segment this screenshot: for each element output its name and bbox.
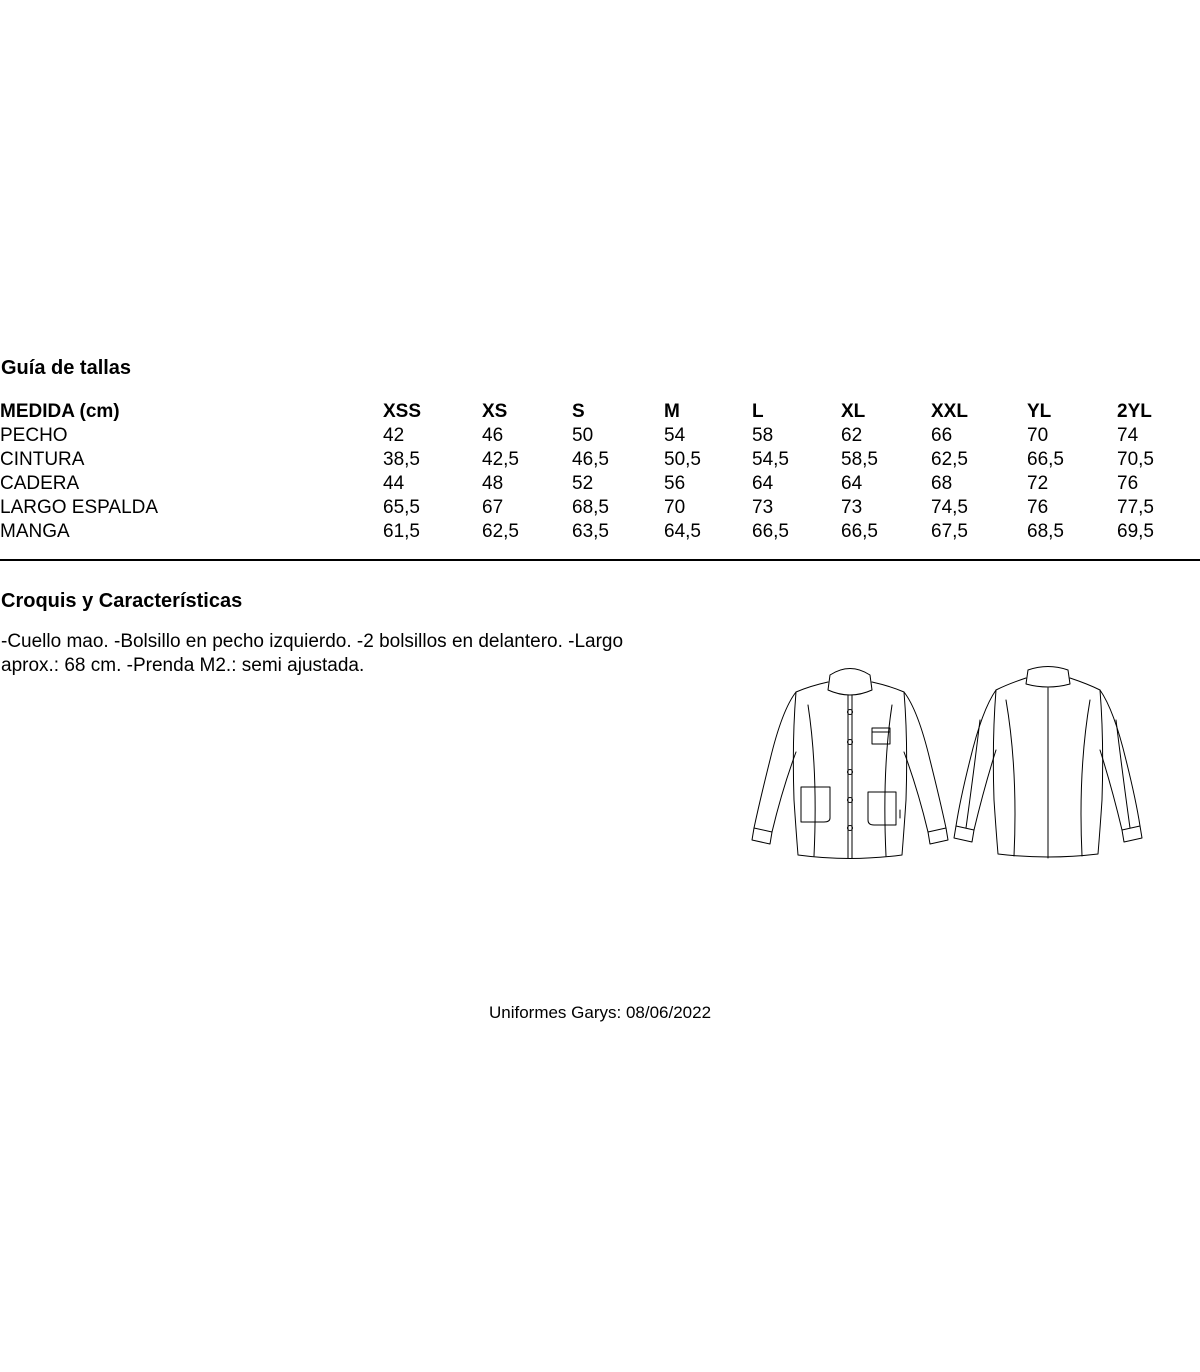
table-cell: 69,5 [1117,521,1154,542]
table-cell: 62,5 [482,521,519,542]
size-table [0,400,1190,544]
table-cell: 42 [383,425,405,446]
table-row [0,496,1190,520]
cuff-back-right [1122,826,1142,842]
table-cell: 68,5 [572,497,609,518]
jacket-front-body [793,682,906,859]
table-cell: 50,5 [664,449,701,470]
table-cell: 64 [752,473,774,494]
table-row [0,472,1190,496]
table-cell: 67 [482,497,504,518]
table-cell: 73 [841,497,863,518]
table-row [0,448,1190,472]
sleeve-left [754,692,796,832]
table-cell: MANGA [0,521,70,542]
column-header: XSS [383,401,422,422]
column-header: S [572,401,585,422]
table-cell: 52 [572,473,594,494]
table-cell: 48 [482,473,504,494]
table-cell: 68 [931,473,953,494]
table-cell: 54 [664,425,686,446]
column-header: 2YL [1117,401,1152,422]
table-cell: 74,5 [931,497,968,518]
table-cell: 58 [752,425,774,446]
table-cell: 62,5 [931,449,968,470]
size-guide-title: Guía de tallas [1,357,132,379]
mandarin-collar-back [1026,667,1070,688]
table-row [0,520,1190,544]
table-cell: 62 [841,425,863,446]
front-seam-left [808,705,815,856]
column-header: M [664,401,680,422]
sketch-section-title: Croquis y Características [1,590,243,612]
table-cell: CADERA [0,473,80,494]
back-seam-right [1081,700,1090,856]
table-cell: 70,5 [1117,449,1154,470]
table-cell: 74 [1117,425,1139,446]
table-cell: 66 [931,425,953,446]
cuff-right [928,828,948,844]
table-cell: 76 [1117,473,1139,494]
table-cell: 46,5 [572,449,609,470]
table-cell: CINTURA [0,449,85,470]
table-cell: 66,5 [841,521,878,542]
table-cell: 65,5 [383,497,420,518]
table-cell: 66,5 [752,521,789,542]
table-cell: 72 [1027,473,1049,494]
column-header: MEDIDA (cm) [0,401,120,422]
sleeve-right [904,692,946,832]
table-cell: 67,5 [931,521,968,542]
size-table-header-row [0,400,1190,424]
table-cell: 68,5 [1027,521,1064,542]
table-cell: 73 [752,497,774,518]
table-cell: 58,5 [841,449,878,470]
back-seam-left [1006,700,1015,856]
sleeve-back-left [956,690,996,830]
table-cell: 66,5 [1027,449,1064,470]
garment-sketch [748,660,1148,860]
table-cell: 77,5 [1117,497,1154,518]
cuff-left [752,828,772,844]
table-cell: 64 [841,473,863,494]
table-cell: 56 [664,473,686,494]
column-header: XXL [931,401,968,422]
table-cell: 63,5 [572,521,609,542]
cuff-back-left [954,826,974,842]
mandarin-collar [828,669,872,696]
sleeve-back-right [1100,690,1140,830]
table-cell: 76 [1027,497,1049,518]
column-header: XL [841,401,866,422]
footer-text: Uniformes Garys: 08/06/2022 [488,1003,712,1022]
table-cell: 70 [664,497,686,518]
table-cell: 70 [1027,425,1049,446]
table-cell: 54,5 [752,449,789,470]
table-cell: 50 [572,425,594,446]
table-cell: 64,5 [664,521,701,542]
table-cell: 46 [482,425,504,446]
column-header: L [752,401,764,422]
garment-description: -Cuello mao. -Bolsillo en pecho izquierdo. -2 bolsillos en delantero. -Largo aprox.: 68 cm. -Prenda M2.: semi ajustada. [1,631,624,676]
lower-pocket-right [868,792,896,825]
table-row [0,424,1190,448]
table-cell: 38,5 [383,449,420,470]
jacket-front-sketch [752,669,948,859]
column-header: XS [482,401,508,422]
table-cell: 61,5 [383,521,420,542]
jacket-back-sketch [954,667,1142,859]
table-cell: 44 [383,473,405,494]
section-divider [0,559,1200,561]
table-cell: LARGO ESPALDA [0,497,159,518]
table-cell: PECHO [0,425,68,446]
table-cell: 42,5 [482,449,519,470]
column-header: YL [1027,401,1052,422]
